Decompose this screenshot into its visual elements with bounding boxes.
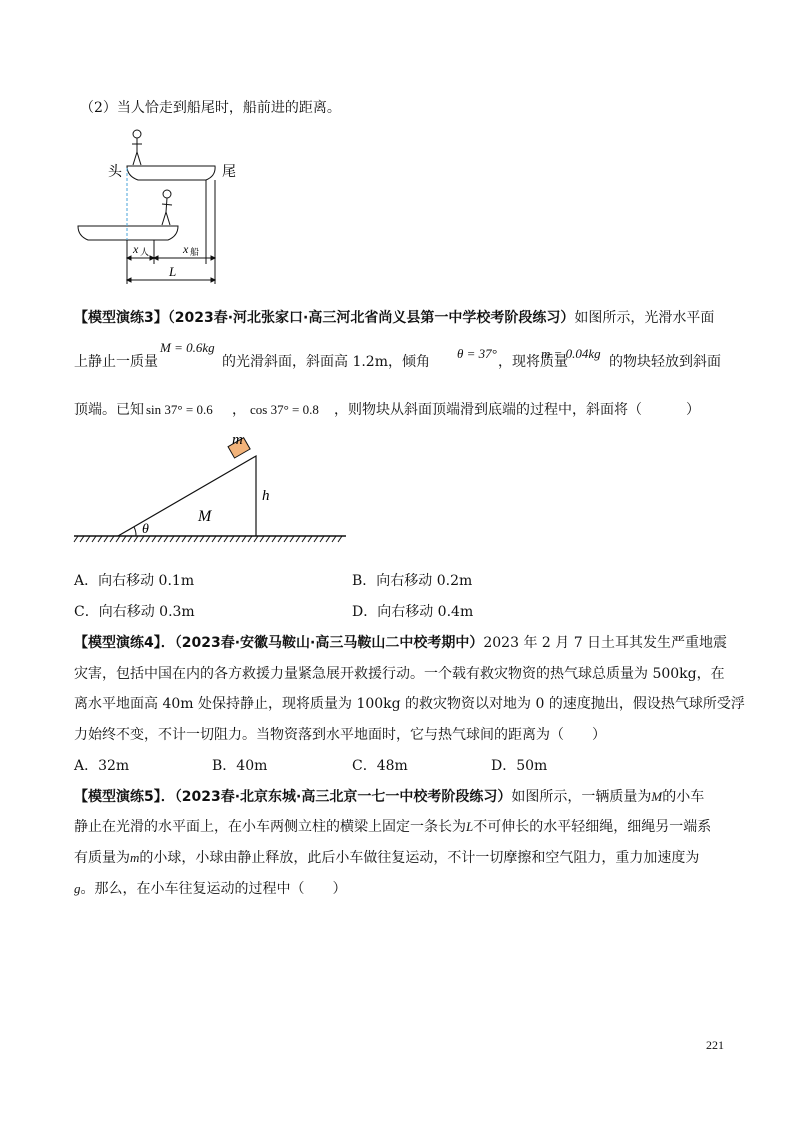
label-M: M	[198, 508, 212, 525]
incline-triangle	[118, 456, 256, 536]
exercise-5-line-4	[74, 879, 347, 899]
exercise-3-option-b: B．向右移动 0.2m	[352, 573, 473, 589]
exercise-4-option-a: A．32m	[74, 758, 130, 774]
exercise-5-line-1-tail: 如图所示，一辆质量为	[511, 789, 652, 805]
exercise-3-line-2d: 的物块轻放到斜面	[609, 354, 721, 370]
label-theta: θ	[142, 522, 149, 537]
angle-arc	[134, 527, 136, 536]
exercise-3-line-3-close: ）	[686, 402, 700, 418]
exercise-4-tag: 【模型演练4】	[74, 635, 161, 651]
m-formula: m = 0.04kg	[541, 346, 601, 361]
exercise-5-m: m	[130, 850, 140, 865]
exercise-4-option-d: D．50m	[491, 758, 548, 774]
exercise-4-option-b: B．40m	[212, 758, 268, 774]
exercise-5-L: L	[466, 819, 474, 834]
exercise-4-line-3: 离水平地面高 40m 处保持静止，现将质量为 100kg 的救灾物资以对地为 0 的速度抛出，假设热气球所受浮	[74, 696, 745, 712]
x-boat-label: x	[183, 242, 189, 256]
exercise-5-line-3	[74, 848, 699, 868]
x-person-label: x	[133, 242, 139, 256]
x-person-sub: 人	[140, 247, 150, 257]
exercise-3-line-2c: ，现将质量	[498, 354, 568, 370]
exercise-5-tag: 【模型演练5】	[74, 789, 161, 805]
upper-boat	[127, 166, 215, 180]
sin-formula: sin 37° = 0.6	[146, 402, 213, 417]
exercise-3-line-1-tail: 如图所示，光滑水平面	[574, 310, 715, 326]
exercise-4-option-c: C．48m	[352, 758, 408, 774]
x-boat-sub: 船	[190, 247, 200, 257]
exercise-3-line-2b: 的光滑斜面，斜面高 1.2m，倾角	[222, 354, 430, 370]
exercise-5-line-4b: 。那么，在小车往复运动的过程中（ ）	[80, 881, 347, 897]
label-m: m	[232, 432, 243, 448]
label-h: h	[262, 488, 270, 504]
cos-formula: cos 37° = 0.8	[250, 402, 319, 417]
exercise-5-M: M	[651, 789, 663, 804]
exercise-5-g: g	[74, 881, 81, 896]
boat-person-figure	[70, 124, 250, 296]
exercise-5-line-3a: 有质量为	[74, 850, 130, 866]
exercise-4-line-1-tail: 2023 年 2 月 7 日土耳其发生严重地震	[483, 635, 728, 651]
exercise-3-option-a: A．向右移动 0.1m	[74, 573, 195, 589]
exercise-5-line-2	[74, 817, 711, 837]
exercise-3-line-1	[74, 308, 714, 328]
head-label: 头	[108, 165, 122, 180]
lower-boat	[78, 226, 178, 240]
exercise-3-source: （2023春·河北张家口·高三河北省尚义县第一中学校考阶段练习）	[167, 310, 575, 326]
exercise-5-line-1	[74, 787, 704, 807]
exercise-3-option-d: D．向右移动 0.4m	[352, 604, 474, 620]
incline-figure	[70, 432, 350, 552]
page-number: 221	[706, 1038, 724, 1052]
exercise-4-source: ．（2023春·安徽马鞍山·高三马鞍山二中校考期中）	[160, 635, 484, 651]
person-on-lower-boat	[162, 190, 172, 225]
theta-formula: θ = 37°	[457, 346, 497, 361]
question-2-text: （2）当人恰走到船尾时，船前进的距离。	[80, 100, 341, 116]
M-formula: M = 0.6kg	[160, 340, 215, 355]
exercise-3-line-3a: 顶端。已知	[74, 402, 144, 418]
exercise-5-source: ．（2023春·北京东城·高三北京一七一中校考阶段练习）	[160, 789, 512, 805]
exercise-3-line-2a: 上静止一质量	[74, 354, 158, 370]
person-on-upper-boat	[132, 130, 142, 165]
exercise-4-line-1	[74, 633, 727, 653]
exercise-3-option-c: C．向右移动 0.3m	[74, 604, 195, 620]
exercise-3-line-3b: ，则物块从斜面顶端滑到底端的过程中，斜面将（	[334, 402, 642, 418]
exercise-3-tag: 【模型演练3】	[74, 310, 168, 326]
tail-label: 尾	[222, 165, 236, 180]
comma: ，	[232, 402, 246, 418]
exercise-4-line-2: 灾害，包括中国在内的各方救援力量紧急展开救援行动。一个载有救灾物资的热气球总质量为 500kg，在	[74, 666, 725, 682]
exercise-4-line-4: 力始终不变，不计一切阻力。当物资落到水平地面时，它与热气球间的距离为（ ）	[74, 727, 606, 743]
length-L-label: L	[169, 264, 177, 279]
ground-hatching	[74, 536, 342, 542]
exercise-5-line-3b: 的小球，小球由静止释放，此后小车做往复运动，不计一切摩擦和空气阻力，重力加速度为	[139, 850, 700, 866]
exercise-5-line-2a: 静止在光滑的水平面上，在小车两侧立柱的横梁上固定一条长为	[74, 819, 466, 835]
exercise-5-line-2b: 不可伸长的水平轻细绳，细绳另一端系	[473, 819, 712, 835]
exercise-5-line-1-tail2: 的小车	[662, 789, 705, 805]
